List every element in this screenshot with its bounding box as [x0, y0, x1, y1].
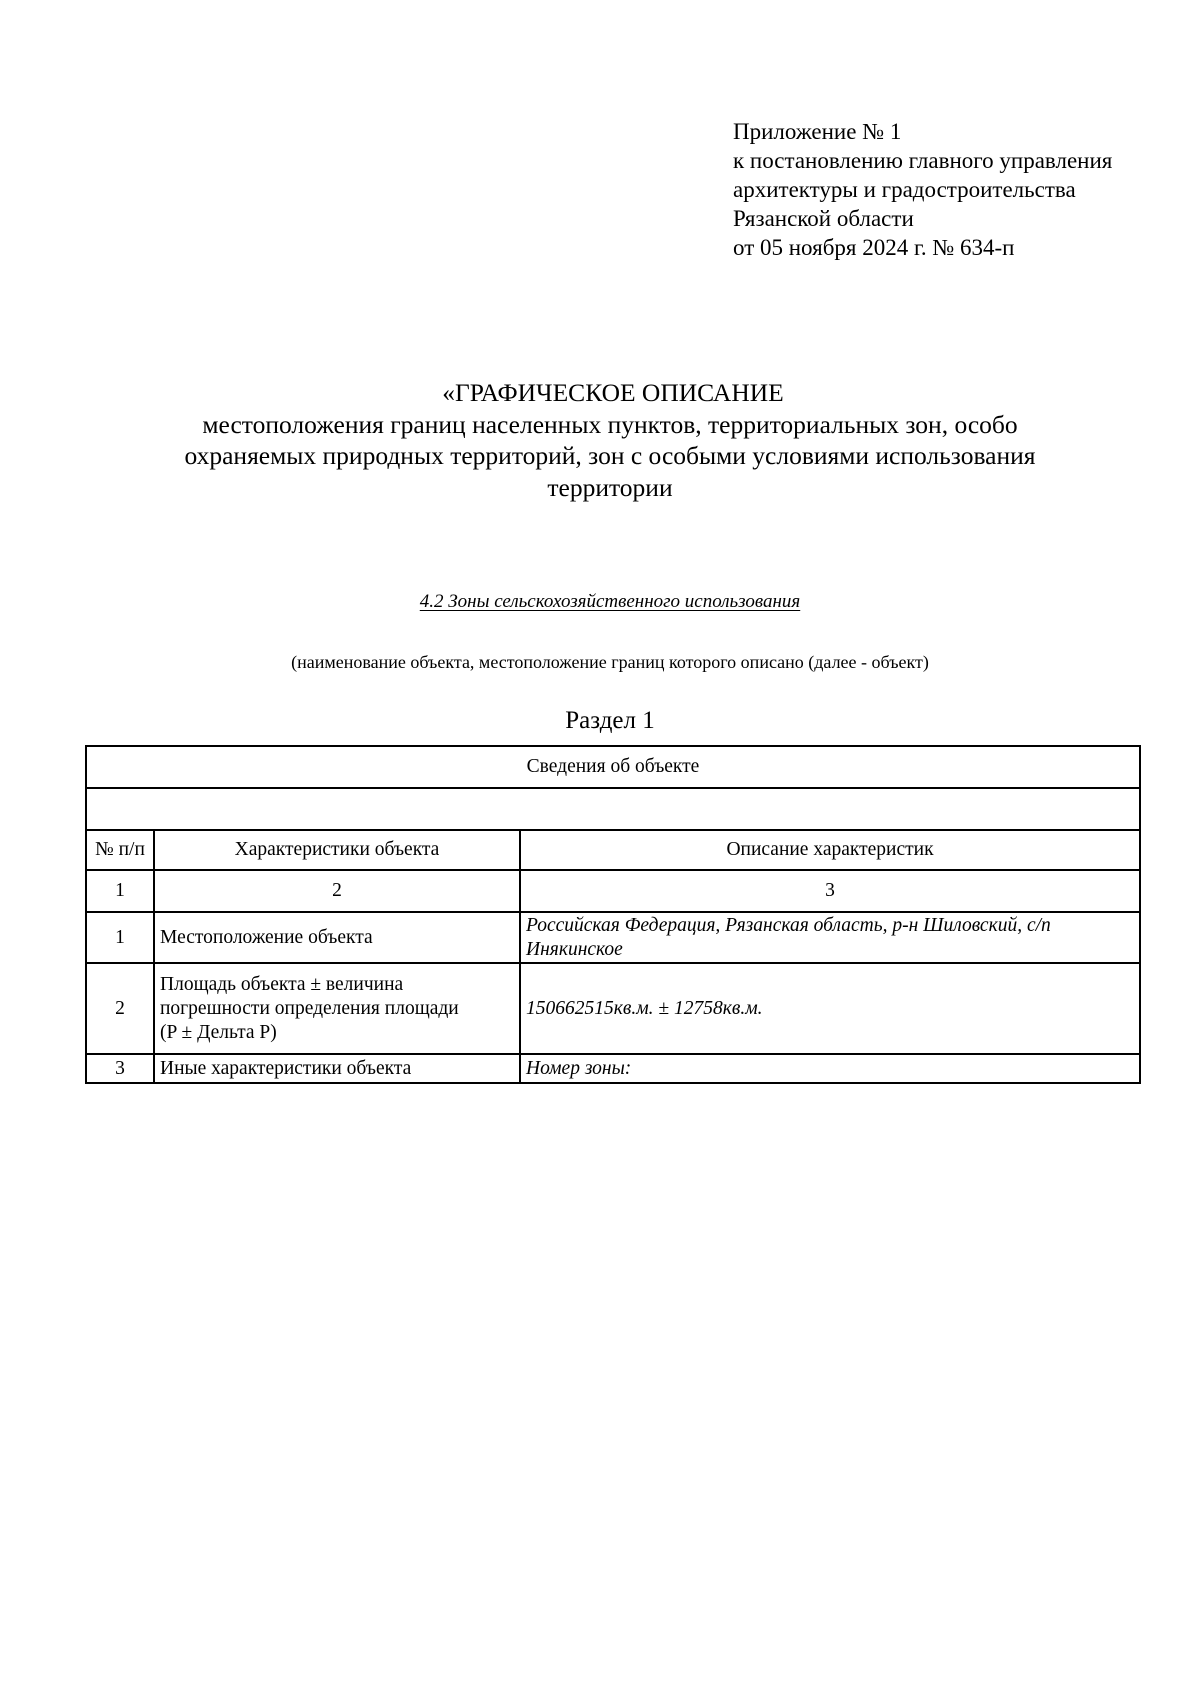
table-row — [86, 963, 1140, 1054]
appendix-line: Рязанской области — [733, 206, 914, 231]
title-line: охраняемых природных территорий, зон с особыми условиями использования — [184, 441, 1036, 470]
appendix-reference — [733, 117, 1112, 262]
column-number: 2 — [154, 870, 520, 912]
table-header-row — [86, 830, 1140, 870]
header-description: Описание характеристик — [520, 830, 1140, 870]
object-caption: (наименование объекта, местоположение границ которого описано (далее - объект) — [291, 652, 929, 672]
table-blank-cell — [86, 788, 1140, 830]
table-column-numbers-row — [86, 870, 1140, 912]
table-title: Сведения об объекте — [86, 746, 1140, 788]
row-number: 3 — [86, 1054, 154, 1083]
title-line: территории — [547, 472, 673, 502]
appendix-line: от 05 ноября 2024 г. № 634-п — [733, 235, 1015, 260]
object-info-table — [85, 745, 1141, 1084]
row-description: Российская Федерация, Рязанская область, р-н Шиловский, с/п Инякинское — [520, 912, 1140, 963]
row-characteristic: Местоположение объекта — [154, 912, 520, 963]
row-number: 1 — [86, 912, 154, 963]
table-title-row — [86, 746, 1140, 788]
table-row — [86, 1054, 1140, 1083]
table-blank-row — [86, 788, 1140, 830]
document-title — [60, 377, 1160, 503]
row-number: 2 — [86, 963, 154, 1054]
characteristic-line: (P ± Дельта P) — [160, 1021, 277, 1043]
title-line: местоположения границ населенных пунктов, территориальных зон, особо — [202, 409, 1018, 439]
appendix-line: Приложение № 1 — [733, 119, 902, 144]
row-description: 150662515кв.м. ± 12758кв.м. — [520, 963, 1140, 1054]
characteristic-line: Площадь объекта ± величина — [160, 973, 404, 995]
header-number: № п/п — [86, 830, 154, 870]
row-characteristic — [154, 963, 520, 1054]
appendix-line: архитектуры и градостроительства — [733, 177, 1076, 202]
title-main: «ГРАФИЧЕСКОЕ ОПИСАНИЕ — [442, 378, 784, 407]
section-title: Раздел 1 — [565, 707, 655, 734]
column-number: 3 — [520, 870, 1140, 912]
characteristic-line: погрешности определения площади — [160, 997, 459, 1019]
column-number: 1 — [86, 870, 154, 912]
object-name: 4.2 Зоны сельскохозяйственного использования — [419, 591, 801, 612]
header-characteristic: Характеристики объекта — [154, 830, 520, 870]
row-description: Номер зоны: — [520, 1054, 1140, 1083]
appendix-line: к постановлению главного управления — [733, 148, 1113, 173]
table-row — [86, 912, 1140, 963]
row-characteristic: Иные характеристики объекта — [154, 1054, 520, 1083]
